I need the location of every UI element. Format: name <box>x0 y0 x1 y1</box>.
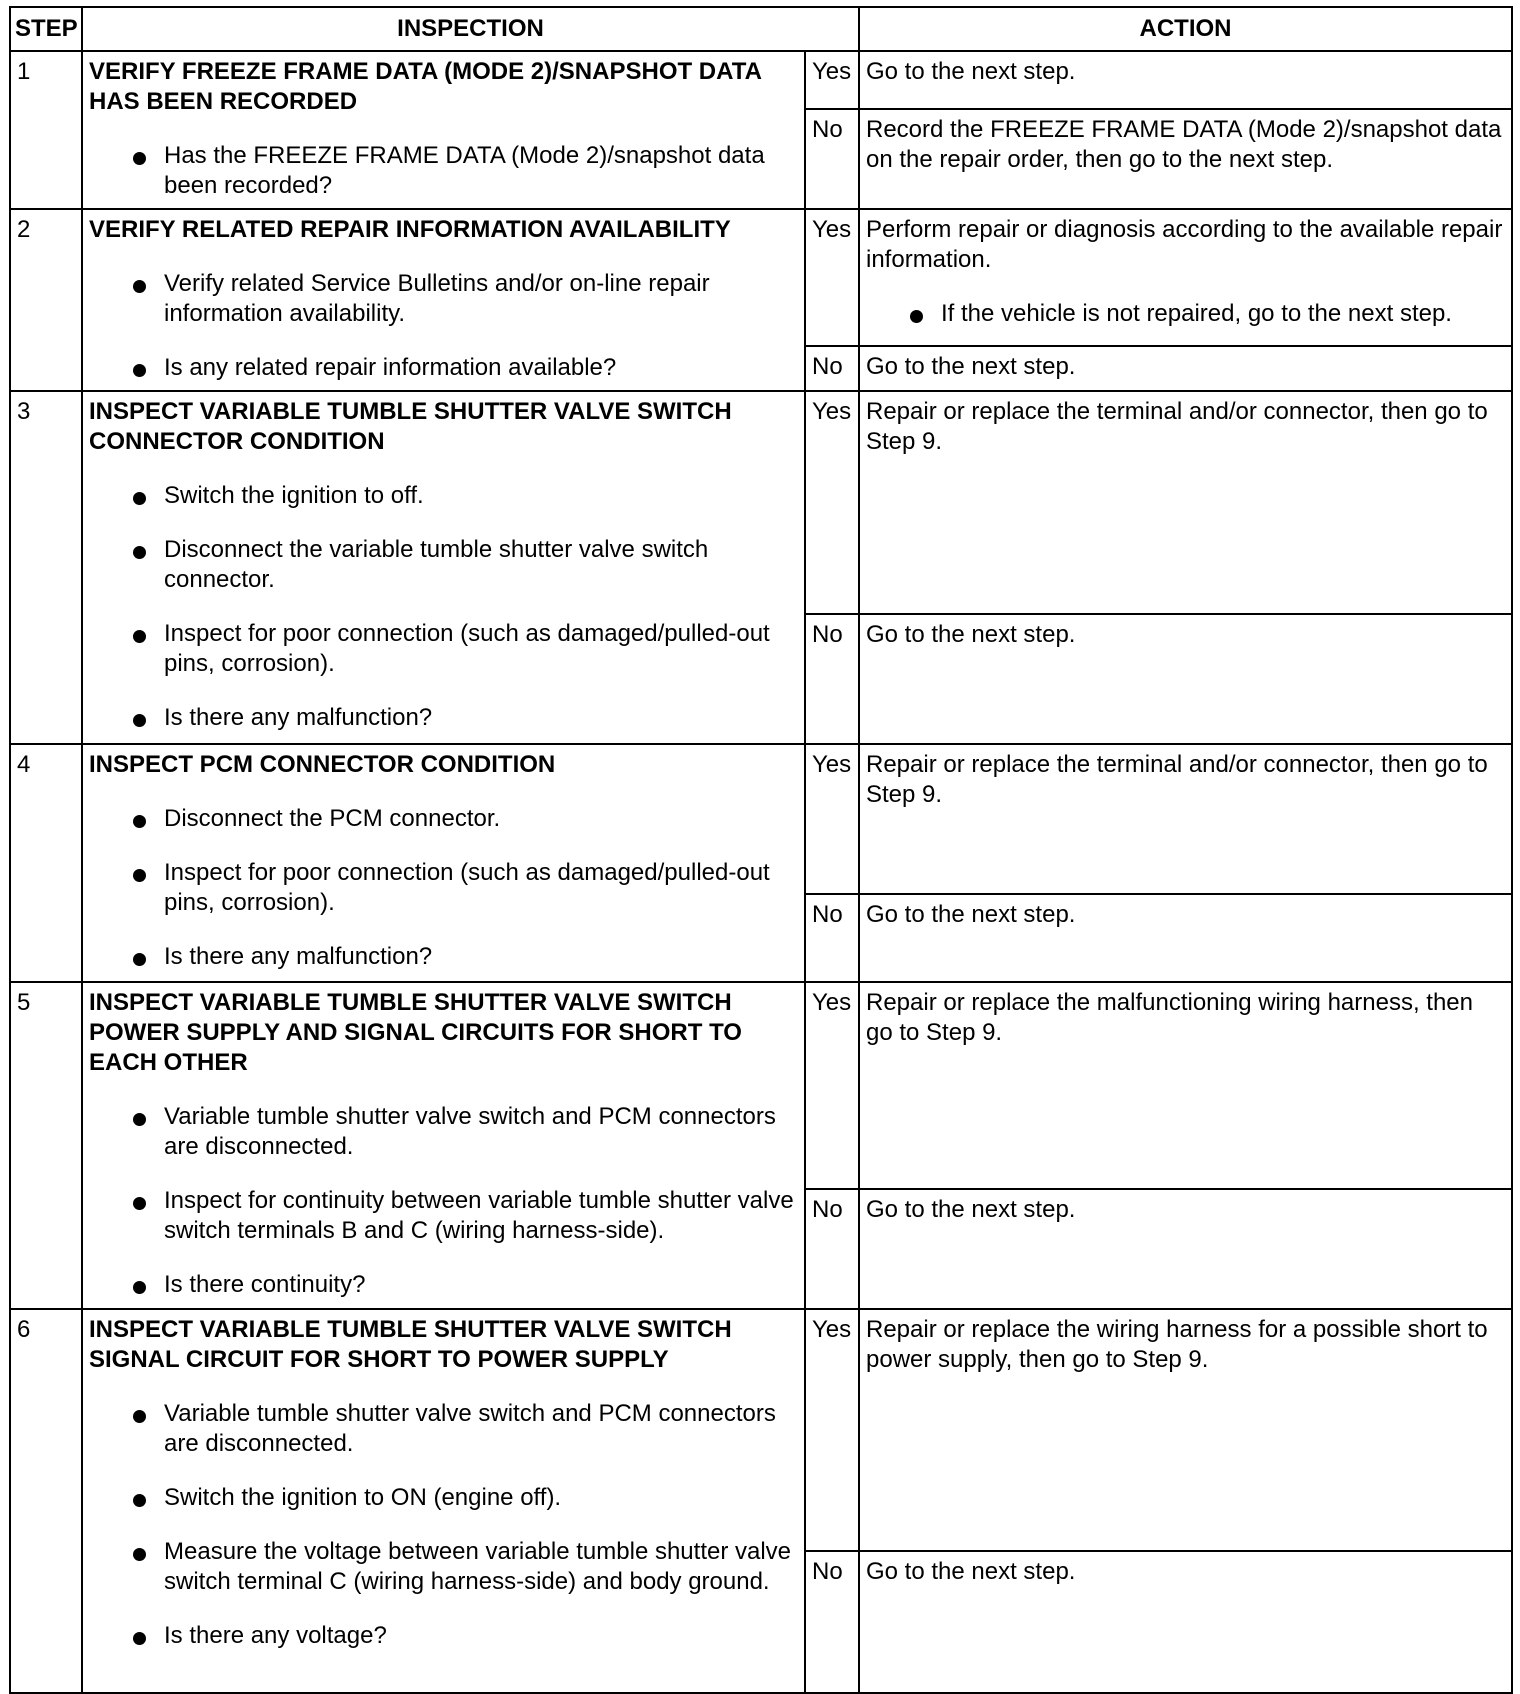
inspection-bullet: Inspect for poor connection (such as damaged/pulled-out pins, corrosion). <box>89 619 798 679</box>
inspection-title: INSPECT VARIABLE TUMBLE SHUTTER VALVE SWITCH CONNECTOR CONDITION <box>89 398 732 455</box>
inspection-bullet: Is there any malfunction? <box>89 942 798 972</box>
yes-label: Yes <box>805 209 859 346</box>
step-number: 4 <box>10 744 82 982</box>
table-row <box>10 1309 1512 1551</box>
inspection-cell <box>82 1309 805 1693</box>
no-action: Go to the next step. <box>859 614 1512 744</box>
yes-action: Repair or replace the wiring harness for a possible short to power supply, then go to Step 9. <box>859 1309 1512 1551</box>
yes-label: Yes <box>805 51 859 109</box>
yes-action-cell <box>859 209 1512 346</box>
inspection-bullet: Inspect for poor connection (such as damaged/pulled-out pins, corrosion). <box>89 858 798 918</box>
inspection-title: VERIFY RELATED REPAIR INFORMATION AVAILABILITY <box>89 216 731 243</box>
no-label: No <box>805 1189 859 1309</box>
inspection-bullet: Measure the voltage between variable tumble shutter valve switch terminal C (wiring harness-side) and body ground. <box>89 1537 798 1597</box>
yes-label: Yes <box>805 391 859 614</box>
inspection-bullet: Is there any voltage? <box>89 1621 798 1651</box>
inspection-title: INSPECT VARIABLE TUMBLE SHUTTER VALVE SWITCH SIGNAL CIRCUIT FOR SHORT TO POWER SUPPLY <box>89 1316 732 1373</box>
inspection-cell <box>82 51 805 209</box>
header-inspection: INSPECTION <box>82 7 859 51</box>
header-action: ACTION <box>859 7 1512 51</box>
inspection-table <box>9 6 1513 1694</box>
yes-action: Repair or replace the terminal and/or connector, then go to Step 9. <box>859 744 1512 894</box>
table-row <box>10 744 1512 894</box>
inspection-title: INSPECT VARIABLE TUMBLE SHUTTER VALVE SWITCH POWER SUPPLY AND SIGNAL CIRCUITS FOR SHORT TO EACH OTHER <box>89 989 742 1076</box>
yes-action: Repair or replace the malfunctioning wiring harness, then go to Step 9. <box>859 982 1512 1189</box>
yes-label: Yes <box>805 982 859 1189</box>
step-number: 1 <box>10 51 82 209</box>
inspection-bullets <box>89 269 798 383</box>
inspection-bullet: Disconnect the variable tumble shutter valve switch connector. <box>89 535 798 595</box>
inspection-bullet: Is there any malfunction? <box>89 703 798 733</box>
no-label: No <box>805 1551 859 1693</box>
yes-action: Perform repair or diagnosis according to the available repair information. <box>866 216 1503 273</box>
no-label: No <box>805 109 859 209</box>
inspection-bullet: Is there continuity? <box>89 1270 798 1300</box>
inspection-bullets <box>89 804 798 972</box>
no-action: Go to the next step. <box>859 1551 1512 1693</box>
inspection-bullets <box>89 481 798 733</box>
inspection-title: INSPECT PCM CONNECTOR CONDITION <box>89 751 556 778</box>
step-number: 3 <box>10 391 82 744</box>
inspection-bullet: Switch the ignition to ON (engine off). <box>89 1483 798 1513</box>
inspection-bullet: Verify related Service Bulletins and/or on-line repair information availability. <box>89 269 798 329</box>
inspection-bullet: Has the FREEZE FRAME DATA (Mode 2)/snapshot data been recorded? <box>89 141 798 201</box>
inspection-bullet: Variable tumble shutter valve switch and PCM connectors are disconnected. <box>89 1102 798 1162</box>
step-number: 6 <box>10 1309 82 1693</box>
header-row <box>10 7 1512 51</box>
yes-label: Yes <box>805 1309 859 1551</box>
no-label: No <box>805 894 859 982</box>
inspection-cell <box>82 209 805 391</box>
action-bullets <box>866 299 1505 329</box>
inspection-bullets <box>89 1102 798 1300</box>
no-action: Go to the next step. <box>859 346 1512 391</box>
inspection-cell <box>82 982 805 1309</box>
yes-action: Repair or replace the terminal and/or connector, then go to Step 9. <box>859 391 1512 614</box>
inspection-cell <box>82 391 805 744</box>
yes-action: Go to the next step. <box>859 51 1512 109</box>
inspection-bullet: Is any related repair information available? <box>89 353 798 383</box>
table-row <box>10 391 1512 614</box>
inspection-bullet: Switch the ignition to off. <box>89 481 798 511</box>
yes-label: Yes <box>805 744 859 894</box>
table-row <box>10 51 1512 109</box>
step-number: 2 <box>10 209 82 391</box>
no-action: Go to the next step. <box>859 894 1512 982</box>
table-row <box>10 209 1512 346</box>
header-step: STEP <box>10 7 82 51</box>
inspection-cell <box>82 744 805 982</box>
inspection-bullet: Disconnect the PCM connector. <box>89 804 798 834</box>
inspection-bullet: Variable tumble shutter valve switch and PCM connectors are disconnected. <box>89 1399 798 1459</box>
inspection-bullet: Inspect for continuity between variable tumble shutter valve switch terminals B and C (wiring harness-side). <box>89 1186 798 1246</box>
no-action: Go to the next step. <box>859 1189 1512 1309</box>
no-action: Record the FREEZE FRAME DATA (Mode 2)/snapshot data on the repair order, then go to the next step. <box>859 109 1512 209</box>
table-row <box>10 982 1512 1189</box>
inspection-title: VERIFY FREEZE FRAME DATA (MODE 2)/SNAPSHOT DATA HAS BEEN RECORDED <box>89 58 762 115</box>
inspection-bullets <box>89 1399 798 1651</box>
inspection-bullets <box>89 141 798 201</box>
action-bullet: If the vehicle is not repaired, go to the next step. <box>866 299 1505 329</box>
step-number: 5 <box>10 982 82 1309</box>
no-label: No <box>805 346 859 391</box>
no-label: No <box>805 614 859 744</box>
